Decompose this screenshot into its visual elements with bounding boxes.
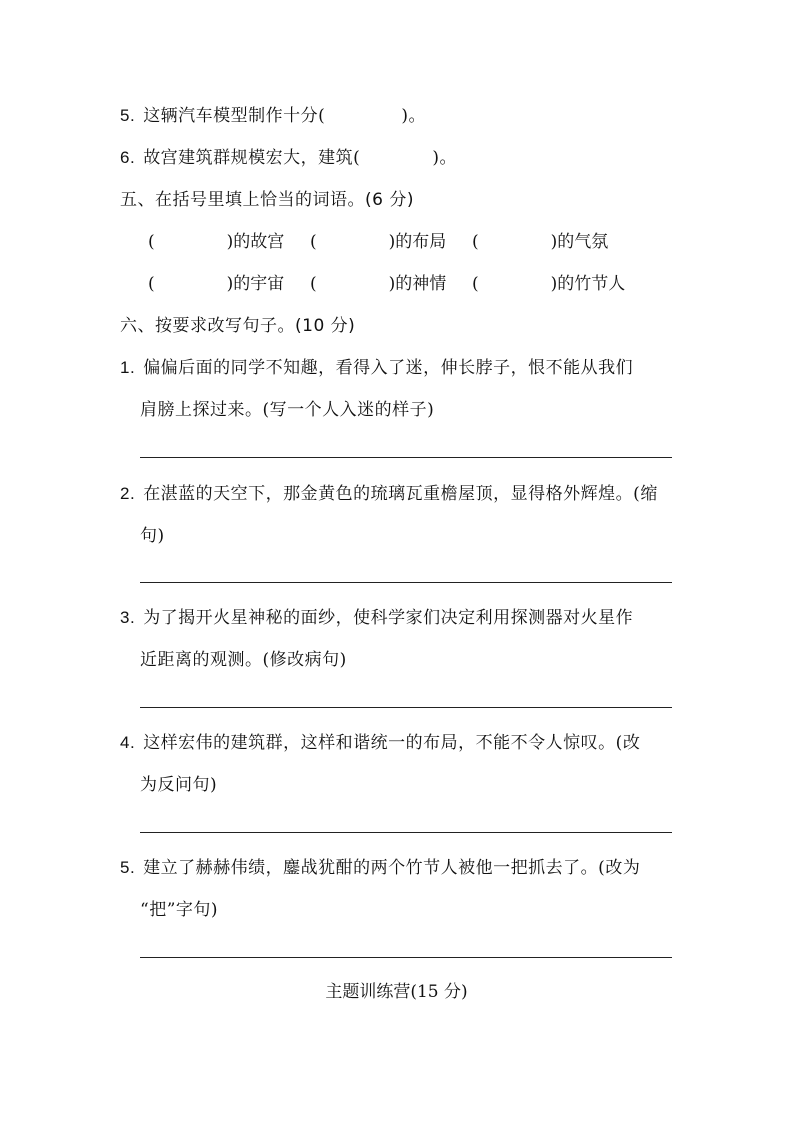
question-number: 5. [120,858,136,877]
question-number: 3. [120,608,136,627]
question-text: 这样宏伟的建筑群，这样和谐统一的布局，不能不令人惊叹。(改 [143,733,641,753]
question-text: 偏偏后面的同学不知趣，看得入了迷，伸长脖子，恨不能从我们 [143,358,634,378]
question-6-1-line1 [120,356,633,380]
answer-line-3[interactable] [140,707,672,708]
question-number: 5. [120,106,136,125]
question-6-3-line2: 近距离的观测。(修改病句) [140,650,347,670]
question-4-6 [120,146,457,170]
fill-item: ( )的竹节人 [472,274,626,294]
question-6-2-line1 [120,482,658,506]
question-6-3-line1 [120,606,633,630]
fill-item: ( )的气氛 [472,232,609,252]
question-text-before: 这辆汽车模型制作十分( [143,106,326,126]
question-number: 4. [120,733,136,752]
question-text: 建立了赫赫伟绩，鏖战犹酣的两个竹节人被他一把抓去了。(改为 [143,858,641,878]
fill-item-label: 的竹节人 [557,274,626,294]
question-number: 2. [120,484,136,503]
fill-item-label: 的气氛 [557,232,609,252]
section-6-heading: 六、按要求改写句子。(10 分) [120,316,356,336]
answer-line-2[interactable] [140,582,672,583]
fill-item: ( )的神情 [310,274,447,294]
fill-item: ( )的布局 [310,232,447,252]
question-6-5-line2: “把”字句) [140,900,219,920]
question-text: 在湛蓝的天空下，那金黄色的琉璃瓦重檐屋顶，显得格外辉煌。(缩 [143,484,658,504]
question-number: 6. [120,148,136,167]
question-6-4-line1 [120,731,640,755]
question-text-before: 故宫建筑群规模宏大，建筑( [143,148,361,168]
fill-item: ( )的宇宙 [148,274,285,294]
question-6-4-line2: 为反问句) [140,775,218,795]
fill-item-label: 的布局 [395,232,447,252]
question-6-1-line2: 肩膀上探过来。(写一个人入迷的样子) [140,400,435,420]
page-footer-title: 主题训练营(15 分) [325,982,468,1002]
fill-item-label: 的宇宙 [233,274,285,294]
answer-line-4[interactable] [140,832,672,833]
fill-item-label: 的故宫 [233,232,285,252]
section-5-heading: 五、在括号里填上恰当的词语。(6 分) [120,190,414,210]
question-6-2-line2: 句) [140,526,165,546]
answer-line-5[interactable] [140,957,672,958]
question-text-after: )。 [401,106,426,126]
question-4-5 [120,104,426,128]
question-text: 为了揭开火星神秘的面纱，使科学家们决定利用探测器对火星作 [143,608,634,628]
question-6-5-line1 [120,856,640,880]
question-text-after: )。 [432,148,457,168]
fill-item: ( )的故宫 [148,232,285,252]
answer-line-1[interactable] [140,457,672,458]
question-number: 1. [120,358,136,377]
fill-item-label: 的神情 [395,274,447,294]
